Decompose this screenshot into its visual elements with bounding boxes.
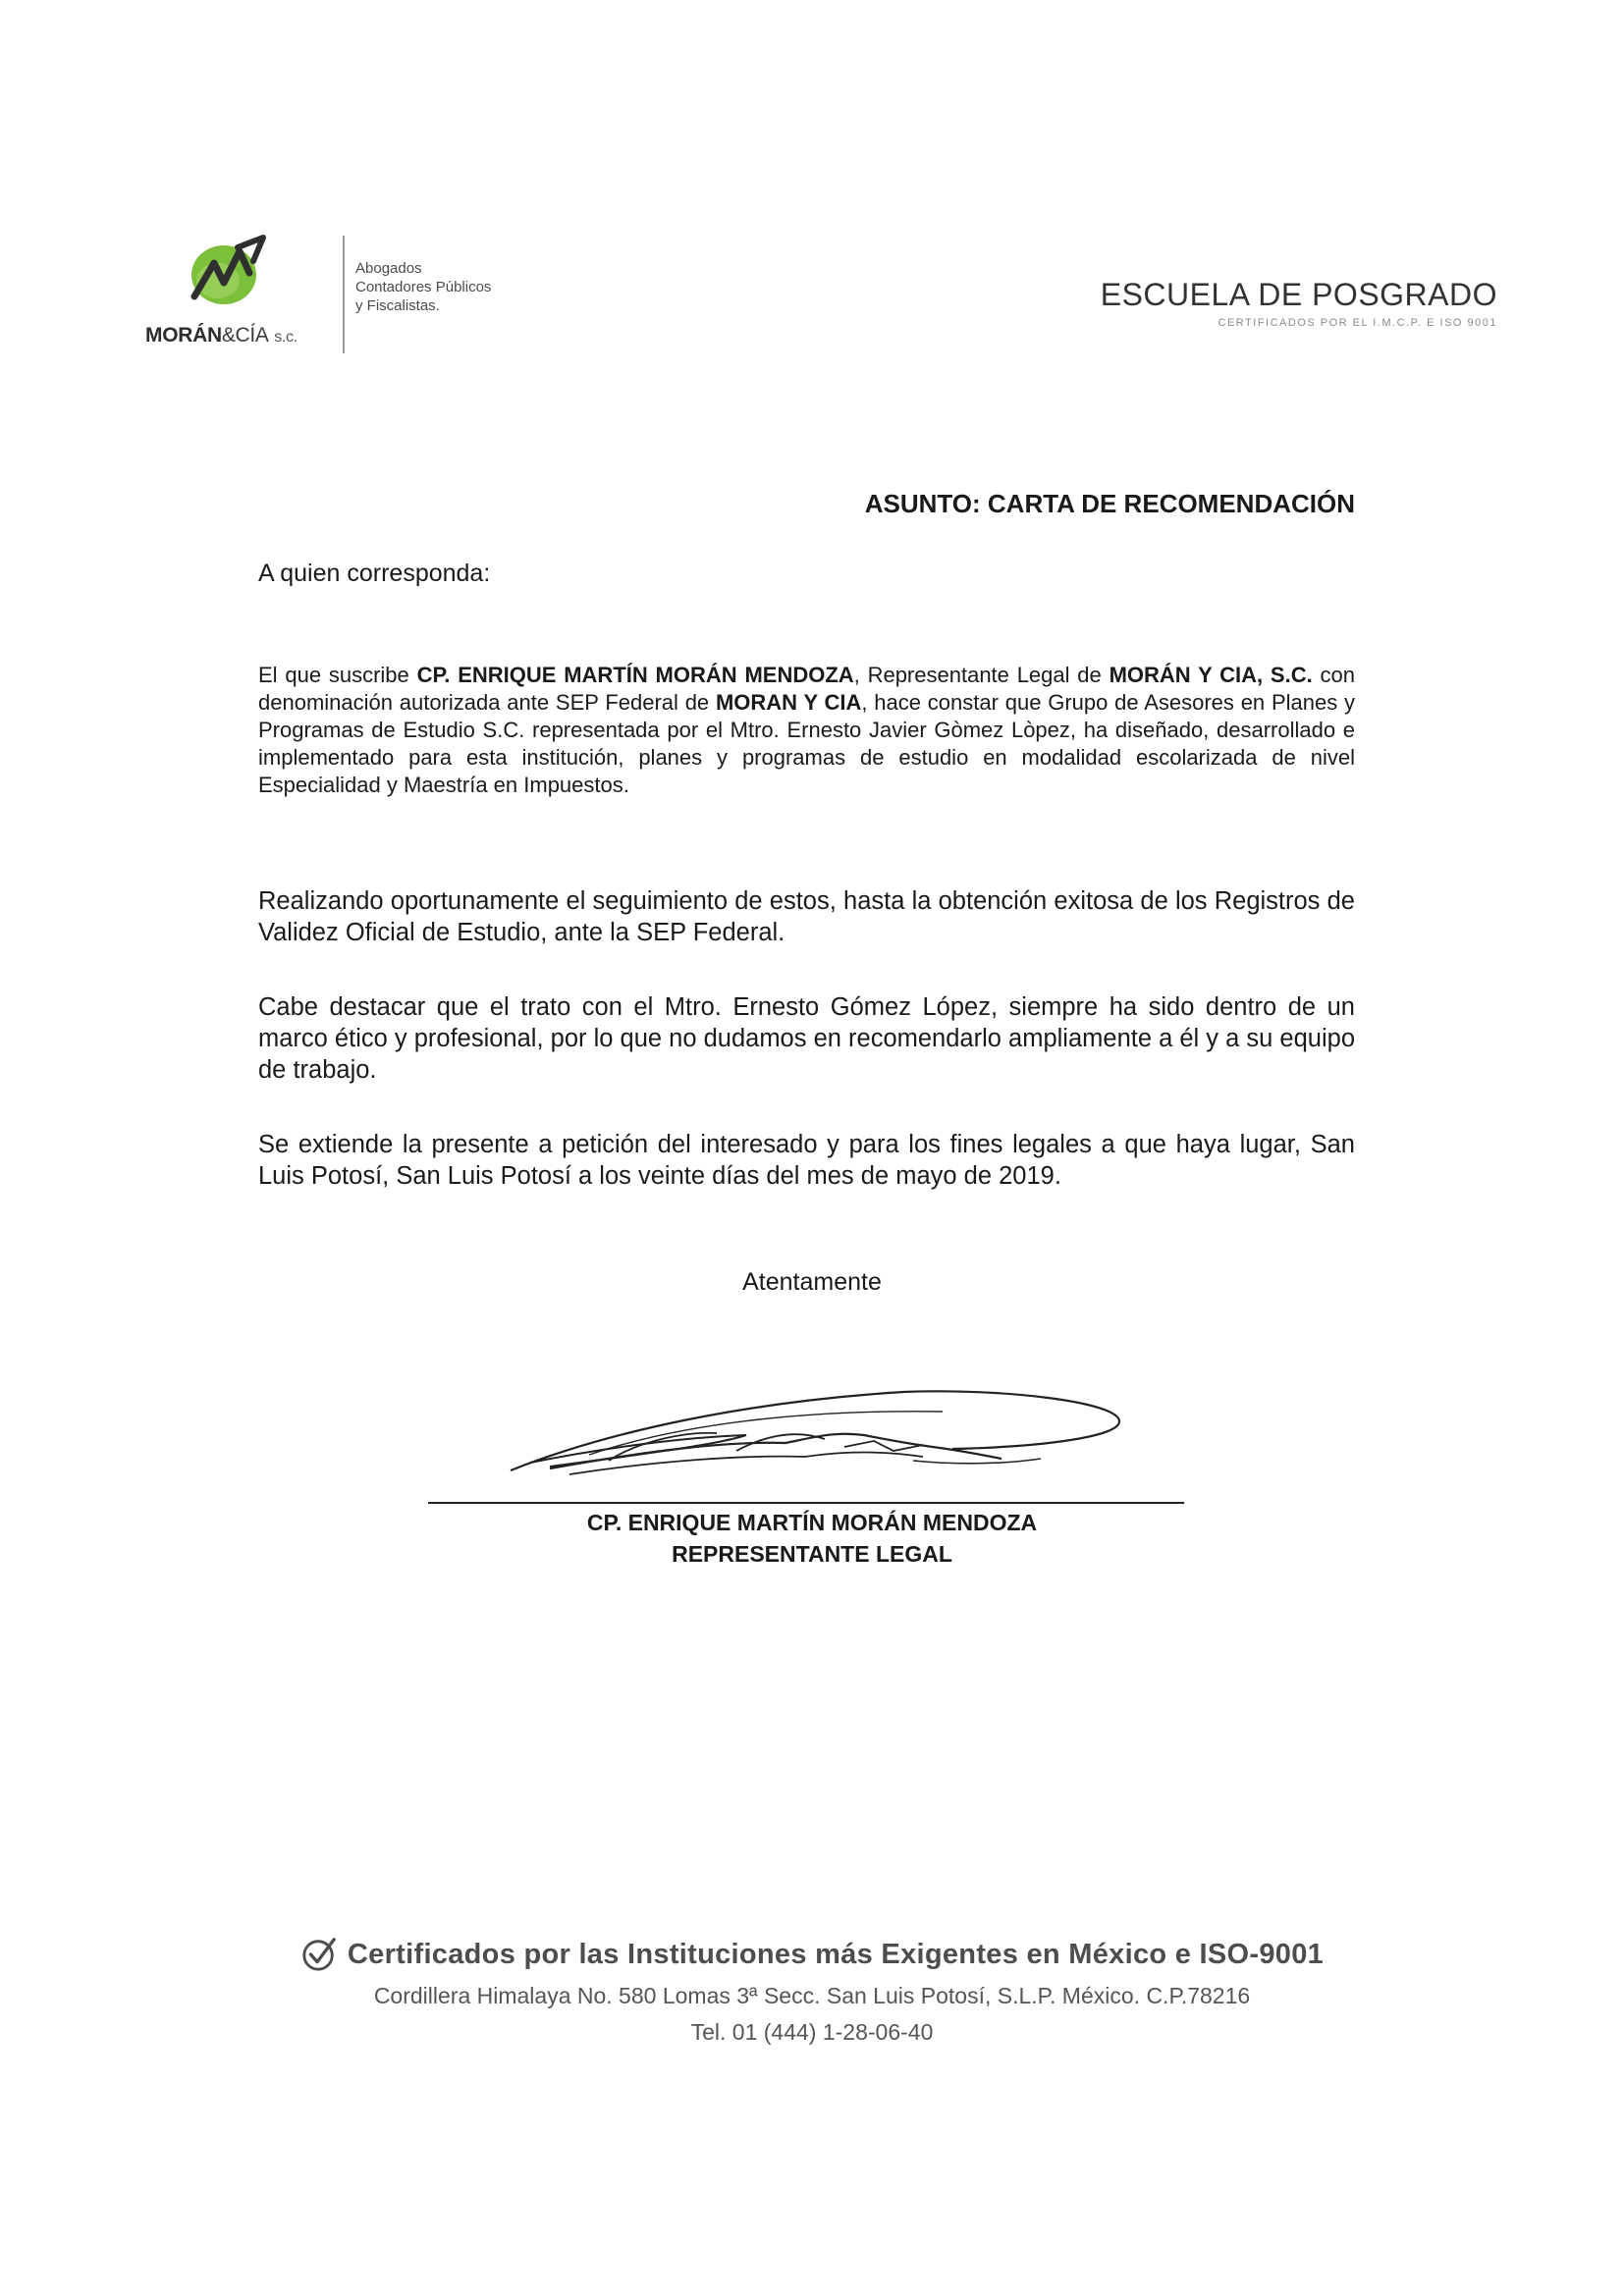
header-divider xyxy=(343,236,345,353)
logo-mark-icon xyxy=(181,234,271,312)
certification-text: Certificados por las Instituciones más Exigentes en México e ISO-9001 xyxy=(347,1938,1325,1970)
letter-greeting: A quien corresponda: xyxy=(258,560,491,587)
school-subtitle: CERTIFICADOS POR EL I.M.C.P. E ISO 9001 xyxy=(1218,317,1497,329)
logo-wordmark: MORÁN&CÍA s.c. xyxy=(145,324,298,347)
paragraph-3: Cabe destacar que el trato con el Mtro. Ernesto Gómez López, siempre ha sido dentro de un marco ético y profesional, por lo que no dudamos en recomendarlo ampliamente a él y a su equipo de trabajo. xyxy=(258,993,1355,1084)
signer-role: REPRESENTANTE LEGAL xyxy=(672,1541,952,1567)
paragraph-2: Realizando oportunamente el seguimiento de estos, hasta la obtención exitosa de los Registros de Validez Oficial de Estudio, ante la SEP Federal. xyxy=(258,887,1355,946)
company-tagline xyxy=(355,259,491,315)
handwritten-signature xyxy=(491,1353,1139,1500)
footer xyxy=(196,1936,1428,2046)
company-logo xyxy=(145,234,381,351)
tagline-line: Abogados xyxy=(355,260,422,277)
paragraph-1: El que suscribe CP. ENRIQUE MARTÍN MORÁN MENDOZA, Representante Legal de MORÁN Y CIA, S.C. con denominación autorizada ante SEP Federal de MORAN Y CIA, hace constar que Grupo de Asesores en Planes y Programas de Estudio S.C. representada por el Mtro. Ernesto Javier Gòmez Lòpez, ha diseñado, desarrollado e implementado para esta institución, planes y programas de estudio en modalidad escolarizada de nivel Especialidad y Maestría en Impuestos. xyxy=(258,663,1356,797)
certification-row xyxy=(196,1936,1428,1973)
signer-name: CP. ENRIQUE MARTÍN MORÁN MENDOZA xyxy=(586,1510,1038,1535)
paragraph-4: Se extiende la presente a petición del interesado y para los fines legales a que haya lugar, San Luis Potosí, San Luis Potosí a los veinte días del mes de mayo de 2019. xyxy=(258,1131,1355,1190)
closing: Atentamente xyxy=(742,1268,882,1296)
footer-address: Cordillera Himalaya No. 580 Lomas 3ª Secc. San Luis Potosí, S.L.P. México. C.P.78216 xyxy=(373,1983,1251,2008)
signature-line xyxy=(428,1502,1184,1504)
tagline-line: Contadores Públicos xyxy=(355,279,492,295)
school-header xyxy=(1001,277,1497,329)
footer-phone: Tel. 01 (444) 1-28-06-40 xyxy=(690,2019,934,2045)
tagline-line: y Fiscalistas. xyxy=(355,297,440,314)
check-circle-icon xyxy=(300,1936,338,1973)
school-title: ESCUELA DE POSGRADO xyxy=(1100,277,1497,312)
letter-subject: ASUNTO: CARTA DE RECOMENDACIÓN xyxy=(864,489,1355,518)
